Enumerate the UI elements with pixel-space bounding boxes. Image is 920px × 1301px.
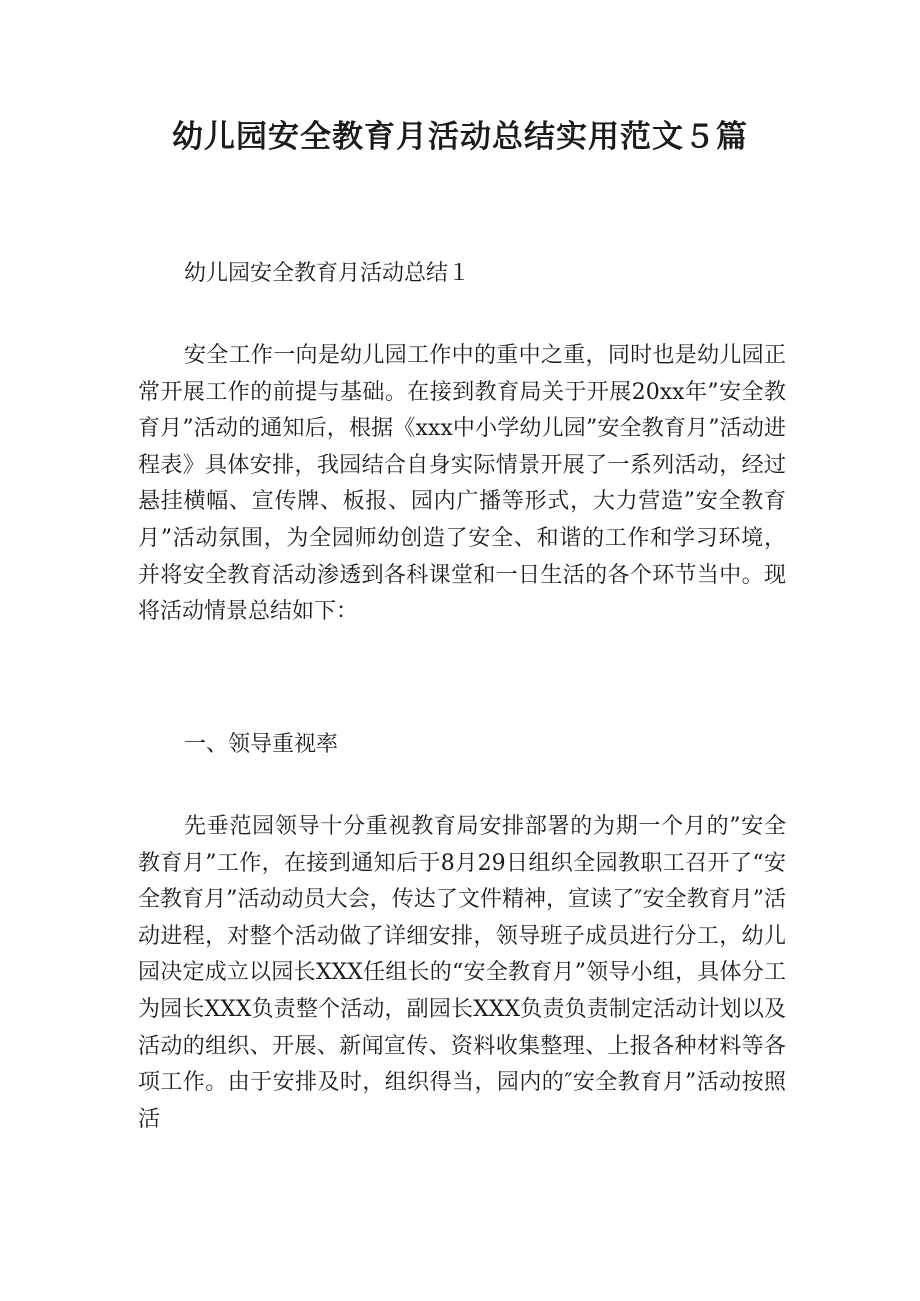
body-paragraph-1: 安全工作一向是幼儿园工作中的重中之重，同时也是幼儿园正常开展工作的前提与基础。在接到教育局关于开展20xx年”安全教育月”活动的通知后，根据《xxx中小学幼儿园”安全教育月”活动进程表》具体安排，我园结合自身实际情景开展了一系列活动，经过悬挂横幅、宣传牌、板报、园内广播等形式，大力营造”安全教育月”活动氛围，为全园师幼创造了安全、和谐的工作和学习环境，并将安全教育活动渗透到各科课堂和一日生活的各个环节当中。现将活动情景总结如下： <box>138 343 786 625</box>
section-heading: 幼儿园安全教育月活动总结１ <box>184 261 471 286</box>
document-title: 幼儿园安全教育月活动总结实用范文５篇 <box>172 119 748 155</box>
body-paragraph-2: 先垂范园领导十分重视教育局安排部署的为期一个月的”安全教育月”工作，在接到通知后于8月29日组织全园教职工召开了“安全教育月”活动动员大会，传达了文件精神，宣读了″安全教育月”活动进程，对整个活动做了详细安排，领导班子成员进行分工，幼儿园决定成立以园长XXX任组长的“安全教育月”领导小组，具体分工为园长XXX负责整个活动，副园长XXX负责负责制定活动计划以及活动的组织、开展、新闻宣传、资料收集整理、上报各种材料等各项工作。由于安排及时，组织得当，园内的″安全教育月”活动按照活 <box>138 814 786 1132</box>
subheading-leadership: 一、领导重视率 <box>184 732 339 757</box>
